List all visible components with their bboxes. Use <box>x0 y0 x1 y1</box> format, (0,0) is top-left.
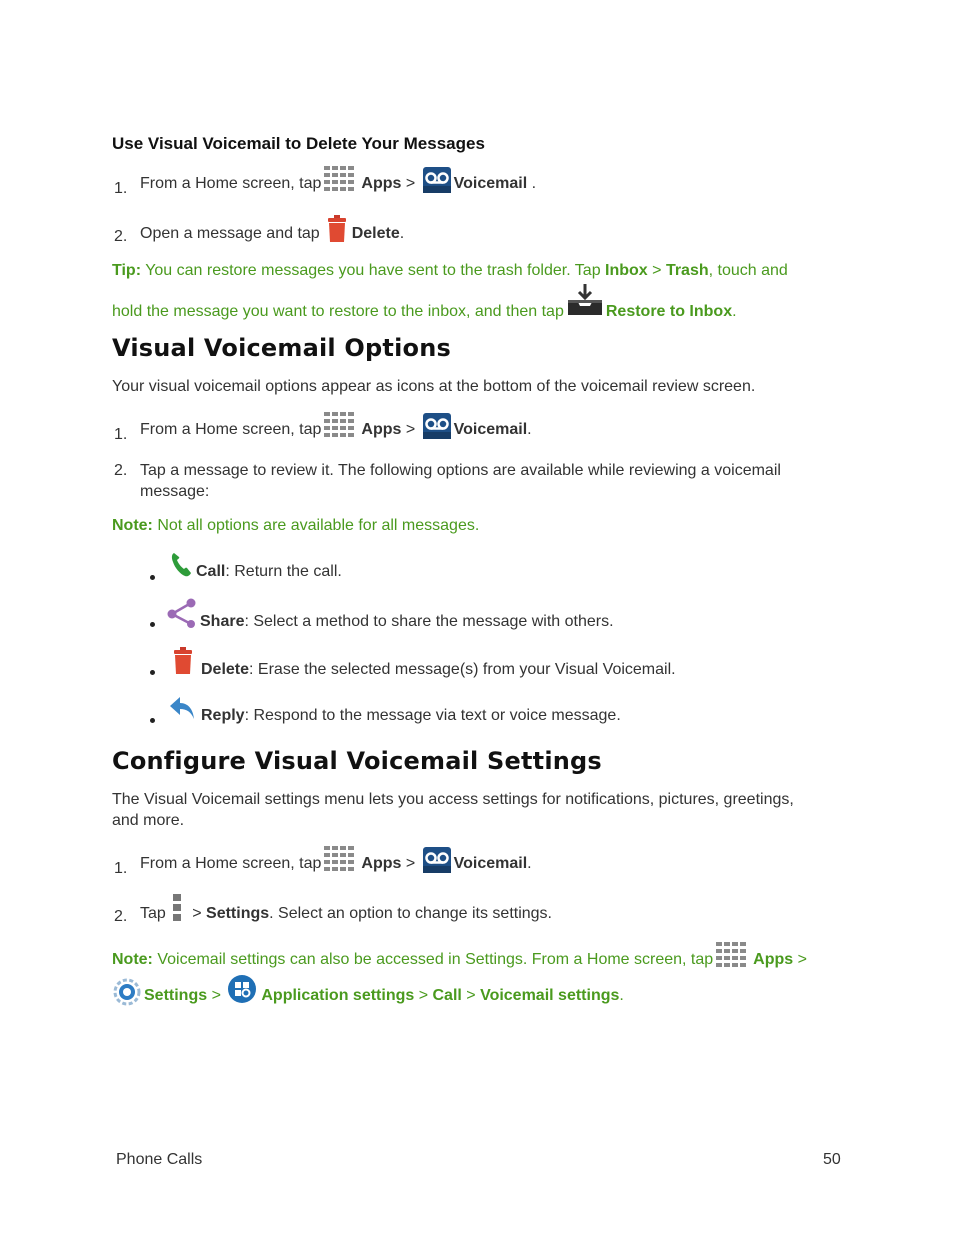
section-heading-options: Visual Voicemail Options <box>112 334 451 362</box>
option-reply <box>168 694 621 727</box>
footer-title: Phone Calls <box>116 1151 203 1168</box>
step-text: Open a message and tap <box>140 225 320 242</box>
step-options-2: Tap a message to review it. The following options are available while reviewing a voicemail message: <box>140 462 781 500</box>
voicemail-icon <box>422 412 452 445</box>
option-call <box>170 550 342 583</box>
application-settings-icon <box>227 974 257 1009</box>
note-label: Note: <box>112 951 153 968</box>
step-number: 2. <box>114 908 128 925</box>
voicemail-label: Voicemail <box>453 855 528 872</box>
step-number: 1. <box>114 860 128 877</box>
tip-label: Tip: <box>112 262 142 279</box>
apps-label: Apps <box>753 951 794 968</box>
phone-call-icon <box>170 550 192 583</box>
bullet <box>150 670 155 675</box>
voicemail-settings-label: Voicemail settings <box>480 987 620 1004</box>
note-text: Not all options are available for all messages. <box>152 517 480 534</box>
step-text: From a Home screen, tap <box>140 421 322 438</box>
apps-label: Apps <box>361 421 402 438</box>
step-delete-2 <box>140 214 404 249</box>
step-number: 1. <box>114 426 128 443</box>
settings-gear-icon <box>112 978 142 1011</box>
step-end: . Select an option to change its settings. <box>269 905 552 922</box>
voicemail-icon <box>422 846 452 879</box>
apps-grid-icon <box>323 844 359 879</box>
configure-note-line-2 <box>112 974 624 1011</box>
apps-grid-icon <box>323 164 359 199</box>
apps-label: Apps <box>361 175 402 192</box>
reply-label: Reply <box>201 707 245 724</box>
trash-can-icon <box>326 214 348 249</box>
section-heading-delete: Use Visual Voicemail to Delete Your Messages <box>112 134 485 153</box>
separator: > <box>647 262 666 279</box>
separator: > <box>207 987 226 1004</box>
bullet <box>150 575 155 580</box>
call-label: Call <box>196 563 226 580</box>
note-text: Voicemail settings can also be accessed in Settings. From a Home screen, tap <box>152 951 714 968</box>
section-heading-configure: Configure Visual Voicemail Settings <box>112 747 602 775</box>
settings-label: Settings <box>144 987 208 1004</box>
options-intro: Your visual voicemail options appear as icons at the bottom of the voicemail review screen. <box>112 378 756 395</box>
option-share <box>166 598 614 633</box>
option-desc: : Select a method to share the message with others. <box>244 613 614 630</box>
voicemail-icon <box>422 166 452 199</box>
step-text: From a Home screen, tap <box>140 855 322 872</box>
step-number: 2. <box>114 228 128 245</box>
call-label: Call <box>432 987 462 1004</box>
note-label: Note: <box>112 517 153 534</box>
apps-label: Apps <box>361 855 402 872</box>
delete-label: Delete <box>351 225 400 242</box>
step-configure-2 <box>140 892 552 927</box>
step-options-1 <box>140 410 532 445</box>
bullet <box>150 718 155 723</box>
option-desc: : Return the call. <box>225 563 342 580</box>
separator: > <box>414 987 433 1004</box>
option-desc: : Respond to the message via text or voice message. <box>244 707 621 724</box>
delete-label: Delete <box>201 661 250 678</box>
separator: > <box>401 175 420 192</box>
step-number: 2. <box>114 462 128 479</box>
restore-inbox-icon <box>566 282 604 321</box>
step-text: Tap <box>140 905 166 922</box>
step-end: . <box>527 175 537 192</box>
step-delete-1 <box>140 164 536 199</box>
step-configure-1 <box>140 844 532 879</box>
share-icon <box>166 598 198 633</box>
settings-label: Settings <box>206 905 270 922</box>
option-delete <box>172 646 676 681</box>
tip-text: You can restore messages you have sent to the trash folder. Tap <box>141 262 606 279</box>
application-settings-label: Application settings <box>261 987 415 1004</box>
tip-line-1 <box>112 262 788 280</box>
separator: > <box>401 421 420 438</box>
share-label: Share <box>200 613 245 630</box>
reply-arrow-icon <box>168 694 196 727</box>
apps-grid-icon <box>715 940 751 975</box>
separator: > <box>793 951 807 968</box>
note-end: . <box>619 987 624 1004</box>
tip-text: hold the message you want to restore to the inbox, and then tap <box>112 303 564 320</box>
tip-line-2 <box>112 282 737 321</box>
page-number: 50 <box>823 1151 841 1168</box>
step-number: 1. <box>114 180 128 197</box>
separator: > <box>401 855 420 872</box>
more-options-icon <box>172 892 182 927</box>
option-desc: : Erase the selected message(s) from your Visual Voicemail. <box>249 661 676 678</box>
tip-end: . <box>732 303 737 320</box>
trash-can-icon <box>172 646 194 681</box>
trash-label: Trash <box>665 262 709 279</box>
configure-intro: The Visual Voicemail settings menu lets you access settings for notifications, pictures, greetings, and more. <box>112 791 794 829</box>
voicemail-label: Voicemail <box>453 421 528 438</box>
bullet <box>150 622 155 627</box>
options-note <box>112 517 479 535</box>
voicemail-label: Voicemail <box>453 175 528 192</box>
separator: > <box>461 987 481 1004</box>
step-end: . <box>527 421 532 438</box>
apps-grid-icon <box>323 410 359 445</box>
configure-note-line-1 <box>112 940 807 975</box>
step-text: From a Home screen, tap <box>140 175 322 192</box>
step-end: . <box>527 855 532 872</box>
separator: > <box>187 905 207 922</box>
step-end: . <box>399 225 405 242</box>
restore-label: Restore to Inbox <box>605 303 733 320</box>
tip-text: , touch and <box>708 262 788 279</box>
inbox-label: Inbox <box>605 262 648 279</box>
